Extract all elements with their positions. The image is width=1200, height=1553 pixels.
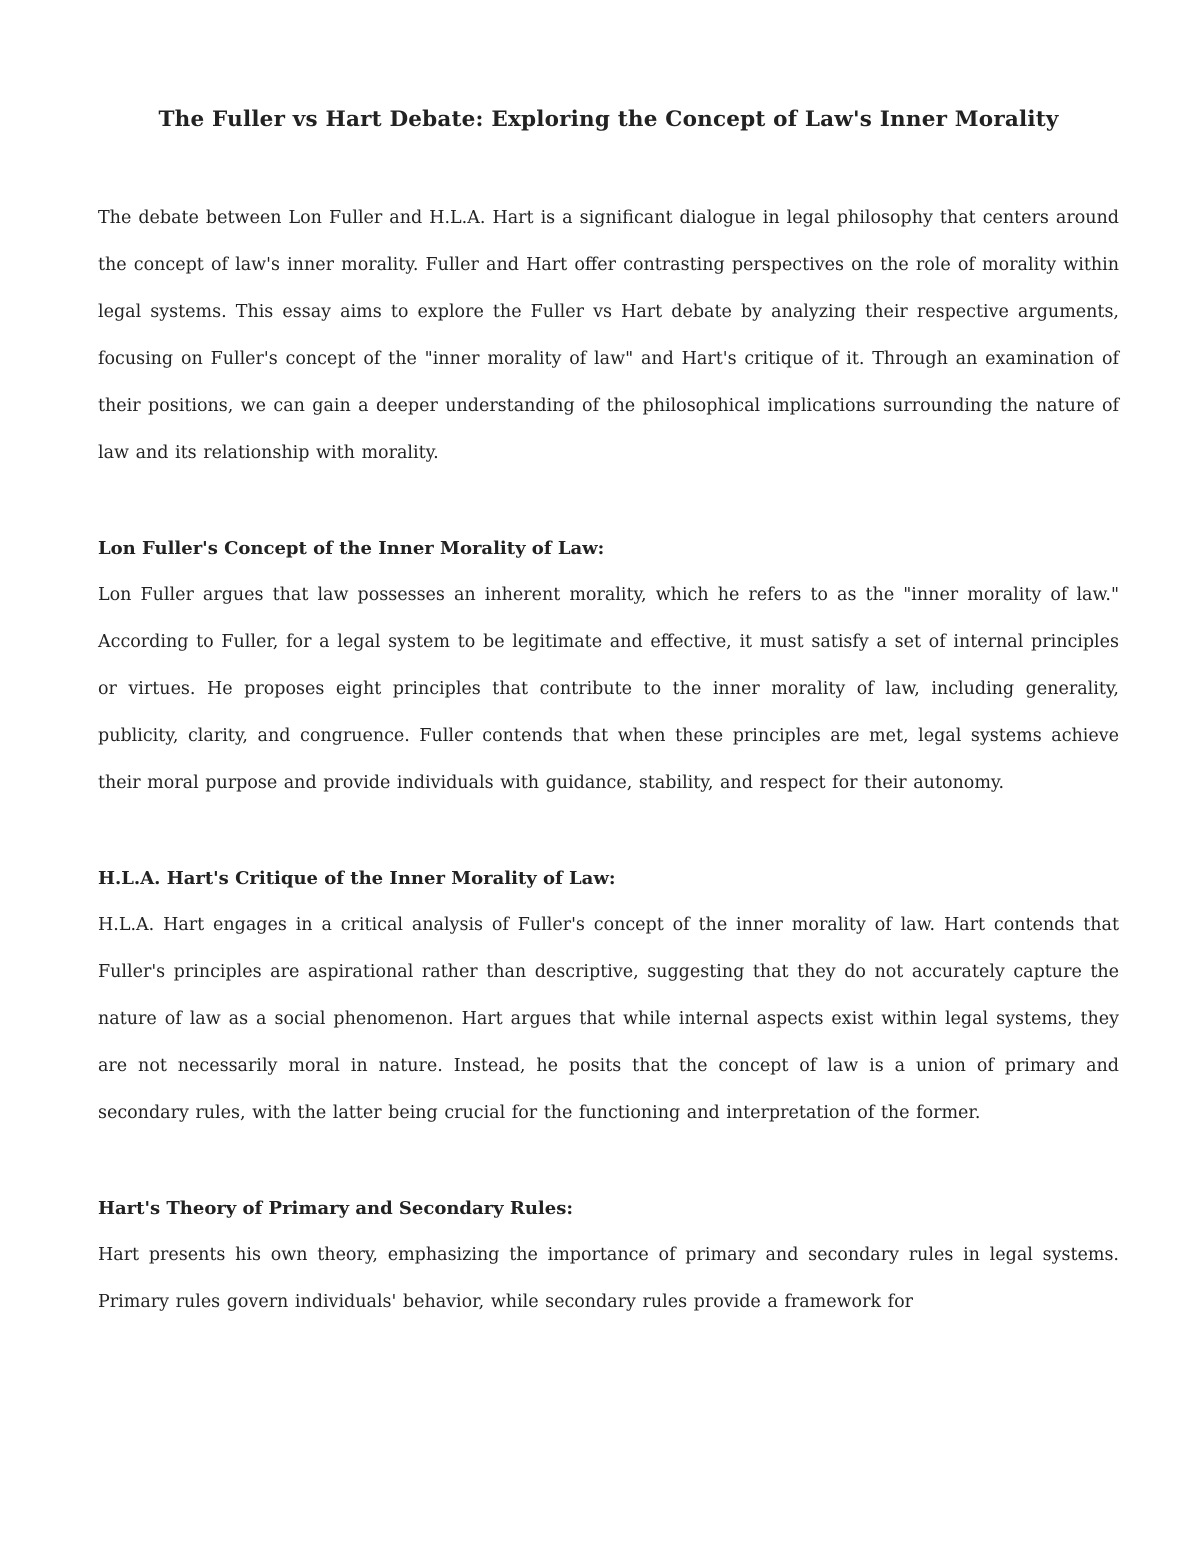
document-title: The Fuller vs Hart Debate: Exploring the Concept of Law's Inner Morality [158, 107, 1059, 132]
intro-paragraph: The debate between Lon Fuller and H.L.A. Hart is a significant dialogue in legal philosophy that centers around the concept of law's inner morality. Fuller and Hart offer contrasting perspectives on the role of morality within legal systems. This essay aims to explore the Fuller vs Hart debate by analyzing their respective arguments, focusing on Fuller's concept of the "inner morality of law" and Hart's critique of it. Through an examination of their positions, we can gain a deeper understanding of the philosophical implications surrounding the nature of law and its relationship with morality. [98, 208, 1119, 463]
section-body: Lon Fuller argues that law possesses an inherent morality, which he refers to as the "inner morality of law." According to Fuller, for a legal system to be legitimate and effective, it must satisfy a set of internal principles or virtues. He proposes eight principles that contribute to the inner morality of law, including generality, publicity, clarity, and congruence. Fuller contends that when these principles are met, legal systems achieve their moral purpose and provide individuals with guidance, stability, and respect for their autonomy. [98, 585, 1119, 793]
section-heading: H.L.A. Hart's Critique of the Inner Morality of Law: [98, 868, 616, 889]
section-hart-theory [98, 1185, 1119, 1326]
section-fuller [98, 525, 1119, 807]
section-hart-critique [98, 855, 1119, 1137]
document-page [98, 100, 1119, 1326]
section-heading: Hart's Theory of Primary and Secondary Rules: [98, 1198, 573, 1219]
section-body: H.L.A. Hart engages in a critical analysis of Fuller's concept of the inner morality of law. Hart contends that Fuller's principles are aspirational rather than descriptive, suggesting that they do not accurately capture the nature of law as a social phenomenon. Hart argues that while internal aspects exist within legal systems, they are not necessarily moral in nature. Instead, he posits that the concept of law is a union of primary and secondary rules, with the latter being crucial for the functioning and interpretation of the former. [98, 915, 1119, 1123]
section-body: Hart presents his own theory, emphasizing the importance of primary and secondary rules in legal systems. Primary rules govern individuals' behavior, while secondary rules provide a framework for [98, 1245, 1119, 1312]
section-heading: Lon Fuller's Concept of the Inner Morality of Law: [98, 538, 605, 559]
